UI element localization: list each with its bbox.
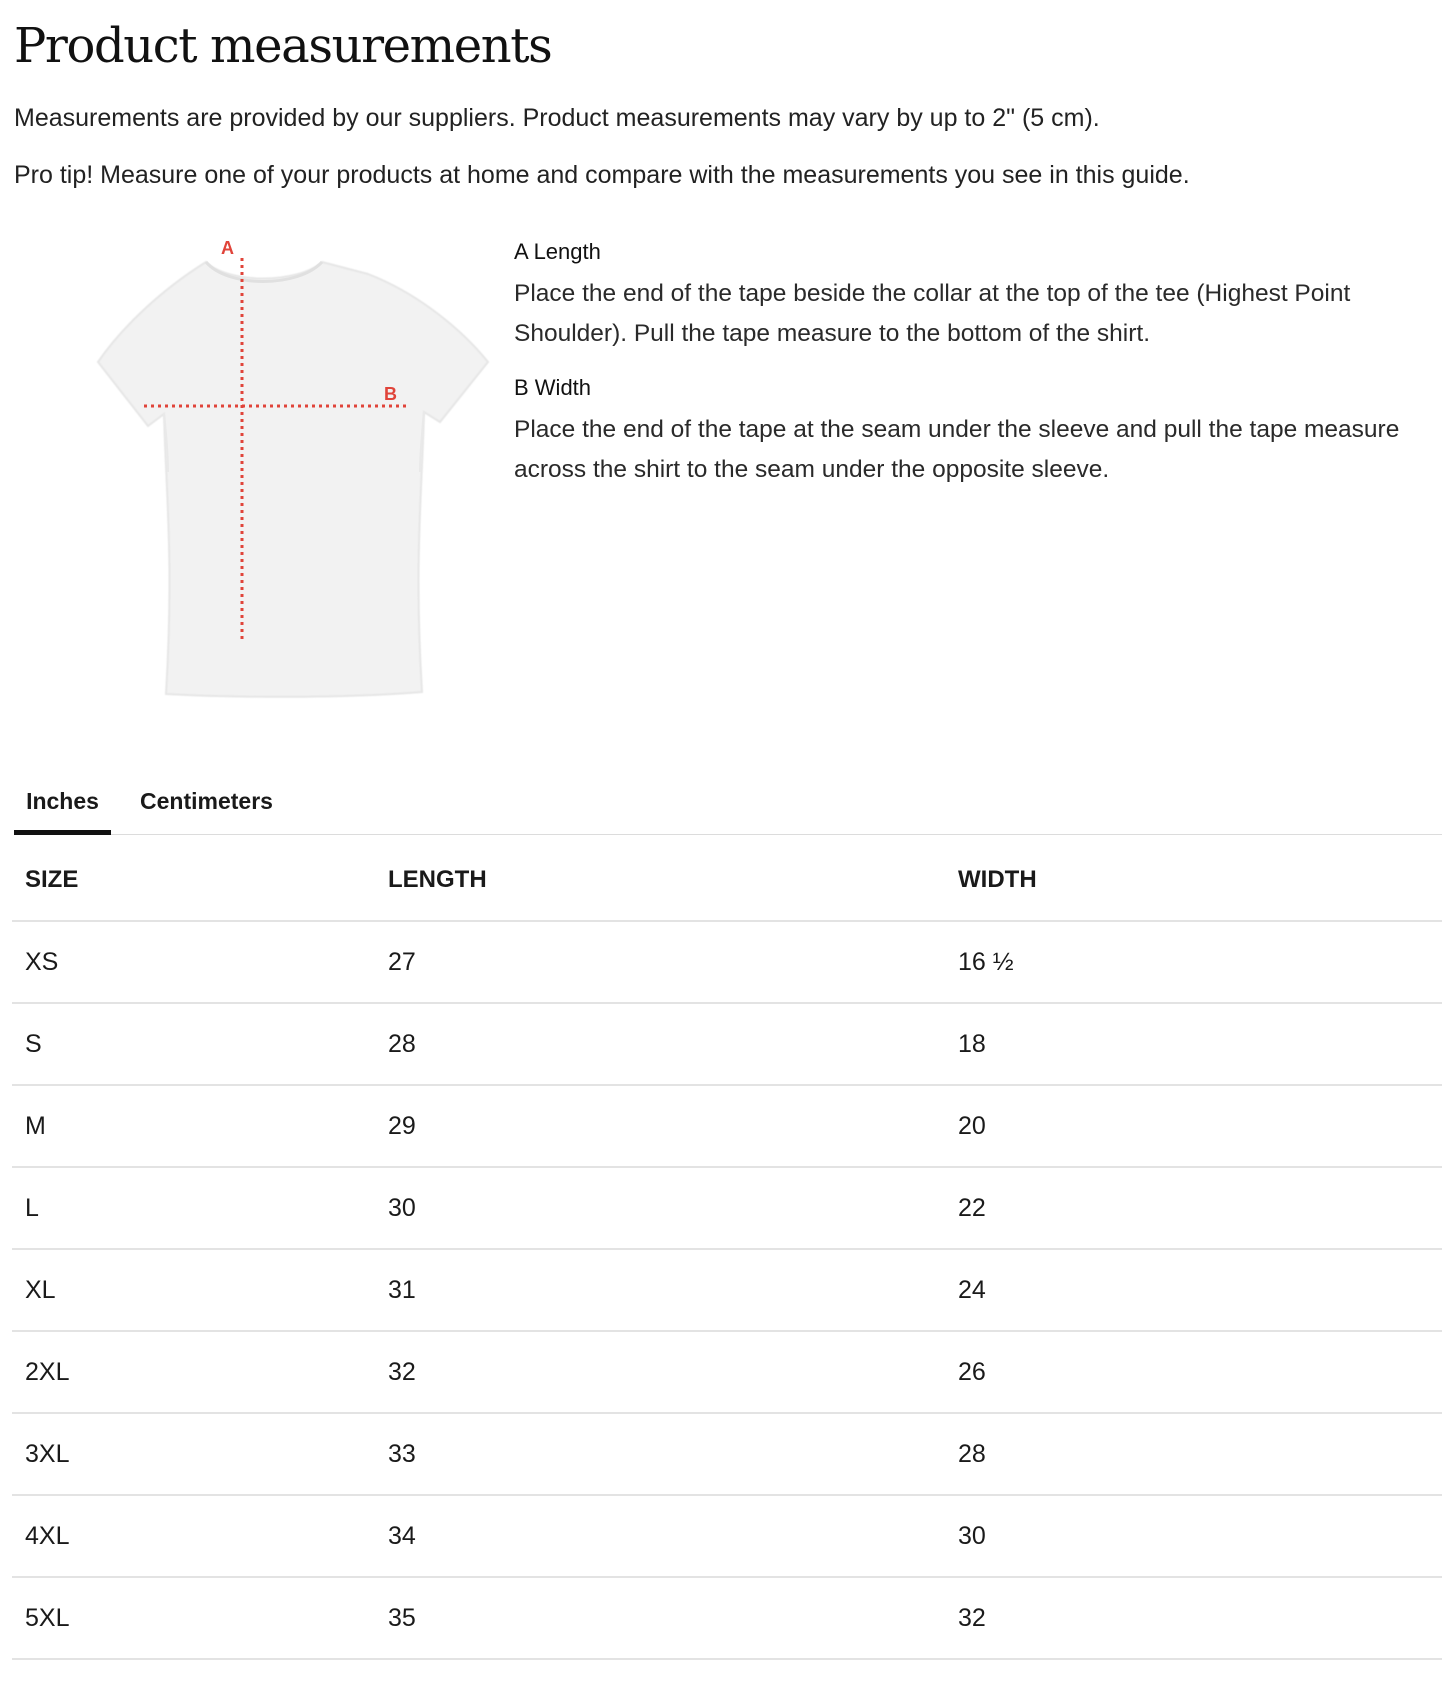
tab-centimeters[interactable]: Centimeters — [140, 788, 273, 814]
cell-width: 22 — [945, 1167, 1442, 1249]
table-row — [12, 1003, 1442, 1085]
table-row — [12, 1331, 1442, 1413]
guide-item-width — [514, 372, 1445, 490]
cell-size: L — [12, 1167, 375, 1249]
table-row — [12, 1249, 1442, 1331]
guide-item-length — [514, 236, 1445, 354]
cell-length: 30 — [375, 1167, 945, 1249]
cell-length: 32 — [375, 1331, 945, 1413]
tab-inches[interactable]: Inches — [14, 774, 111, 834]
guide-heading: A Length — [514, 239, 601, 264]
cell-size: 5XL — [12, 1577, 375, 1659]
cell-width: 24 — [945, 1249, 1442, 1331]
tshirt-shape — [98, 262, 488, 697]
guide-heading: B Width — [514, 375, 592, 400]
table-row — [12, 1577, 1442, 1659]
cell-length: 33 — [375, 1413, 945, 1495]
cell-size: S — [12, 1003, 375, 1085]
guide-text: Place the end of the tape beside the collar at the top of the tee (Highest Point Shoulder). Pull the tape measure to the bottom of the shirt. — [514, 280, 1351, 347]
intro-pro-tip: Pro tip! Measure one of your products at home and compare with the measurements you see in this guide. — [14, 161, 1190, 189]
cell-width: 32 — [945, 1577, 1442, 1659]
cell-size: 4XL — [12, 1495, 375, 1577]
cell-length: 28 — [375, 1003, 945, 1085]
cell-length: 34 — [375, 1495, 945, 1577]
cell-size: M — [12, 1085, 375, 1167]
cell-width: 26 — [945, 1331, 1442, 1413]
cell-size: XL — [12, 1249, 375, 1331]
cell-length: 29 — [375, 1085, 945, 1167]
cell-size: XS — [12, 921, 375, 1003]
label-a-marker: A — [221, 238, 234, 258]
table-row — [12, 1085, 1442, 1167]
size-table — [12, 840, 1442, 1660]
label-b-marker: B — [384, 384, 397, 404]
cell-length: 35 — [375, 1577, 945, 1659]
cell-length: 27 — [375, 921, 945, 1003]
measurement-guide — [514, 236, 1445, 508]
table-header-row — [12, 840, 1442, 921]
column-header-length: LENGTH — [375, 840, 945, 921]
cell-size: 2XL — [12, 1331, 375, 1413]
cell-width: 28 — [945, 1413, 1442, 1495]
table-row — [12, 1495, 1442, 1577]
unit-tabs — [14, 774, 1442, 835]
tshirt-measurement-diagram — [48, 232, 498, 712]
cell-width: 16 ½ — [945, 921, 1442, 1003]
table-row — [12, 1413, 1442, 1495]
cell-width: 30 — [945, 1495, 1442, 1577]
column-header-width: WIDTH — [945, 840, 1442, 921]
intro-supplier-note: Measurements are provided by our suppliers. Product measurements may vary by up to 2" (5 cm). — [14, 104, 1100, 132]
table-row — [12, 921, 1442, 1003]
cell-length: 31 — [375, 1249, 945, 1331]
cell-width: 20 — [945, 1085, 1442, 1167]
page-title: Product measurements — [14, 18, 552, 74]
cell-size: 3XL — [12, 1413, 375, 1495]
column-header-size: SIZE — [12, 840, 375, 921]
cell-width: 18 — [945, 1003, 1442, 1085]
table-row — [12, 1167, 1442, 1249]
guide-text: Place the end of the tape at the seam under the sleeve and pull the tape measure across the shirt to the seam under the opposite sleeve. — [514, 416, 1400, 483]
